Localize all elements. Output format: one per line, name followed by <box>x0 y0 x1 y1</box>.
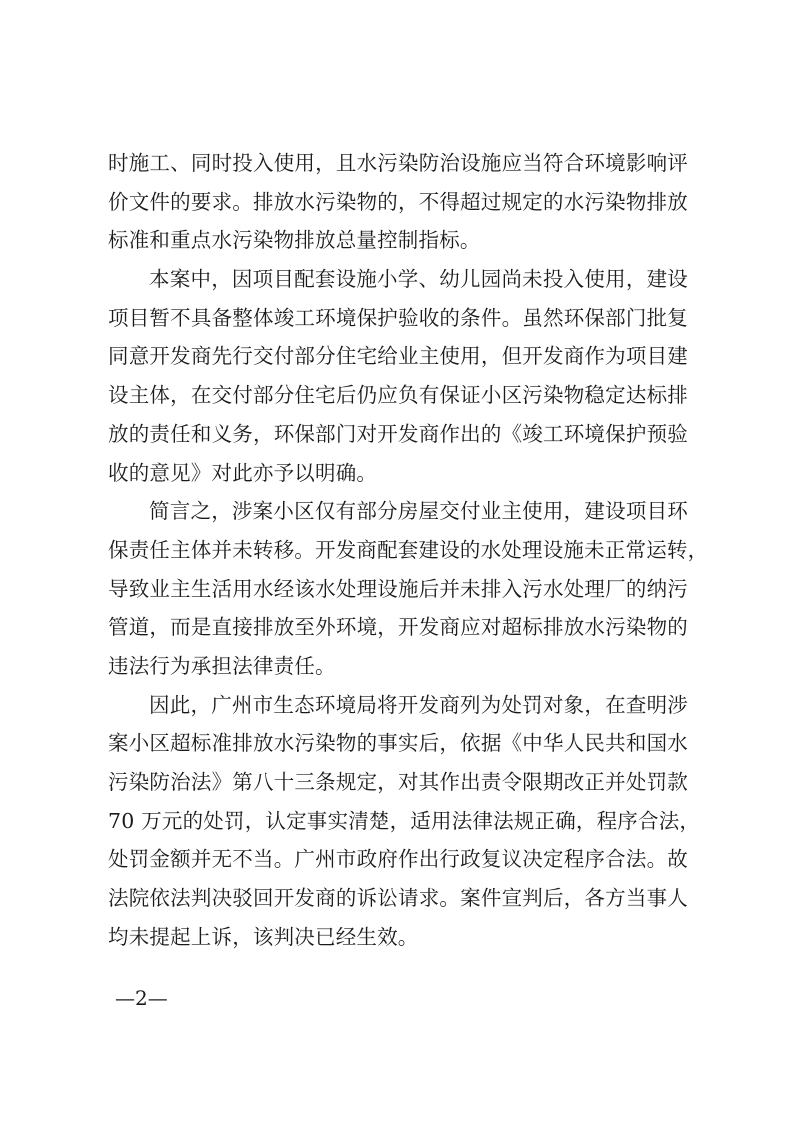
paragraph-line: 本案中，因项目配套设施小学、幼儿园尚未投入使用，建设 <box>149 267 688 292</box>
paragraph-line: 设主体，在交付部分住宅后仍应负有保证小区污染物稳定达标排 <box>108 383 688 408</box>
document-body <box>108 144 709 956</box>
paragraph-line: 项目暂不具备整体竣工环境保护验收的条件。虽然环保部门批复 <box>108 305 688 330</box>
paragraph-line: 标准和重点水污染物排放总量控制指标。 <box>108 228 481 253</box>
page-number: —2— <box>115 986 168 1010</box>
paragraph-line: 违法行为承担法律责任。 <box>108 653 336 678</box>
paragraph-line: 导致业主生活用水经该水处理设施后并未排入污水处理厂的纳污 <box>108 576 688 601</box>
paragraph-line: 污染防治法》第八十三条规定，对其作出责令限期改正并处罚款 <box>108 770 688 794</box>
paragraph-line: 因此，广州市生态环境局将开发商列为处罚对象，在查明涉 <box>149 692 688 717</box>
paragraph-line: 均未提起上诉，该判决已经生效。 <box>108 924 419 949</box>
paragraph-line: 管道，而是直接排放至外环境，开发商应对超标排放水污染物的 <box>108 615 688 640</box>
paragraph-line: 处罚金额并无不当。广州市政府作出行政复议决定程序合法。故 <box>108 847 688 872</box>
paragraph-line: 放的责任和义务，环保部门对开发商作出的《竣工环境保护预验 <box>108 421 688 446</box>
paragraph-line: 70 万元的处罚，认定事实清楚，适用法律法规正确，程序合法， <box>108 808 701 833</box>
paragraph-line: 简言之，涉案小区仅有部分房屋交付业主使用，建设项目环 <box>149 499 688 524</box>
paragraph-line: 同意开发商先行交付部分住宅给业主使用，但开发商作为项目建 <box>108 344 688 369</box>
paragraph-line: 时施工、同时投入使用，且水污染防治设施应当符合环境影响评 <box>108 151 688 175</box>
paragraph-line: 法院依法判决驳回开发商的诉讼请求。案件宣判后，各方当事人 <box>108 886 688 911</box>
paragraph-line: 收的意见》对此亦予以明确。 <box>108 460 378 485</box>
paragraph-line: 案小区超标准排放水污染物的事实后，依据《中华人民共和国水 <box>108 731 688 756</box>
paragraph-line: 保责任主体并未转移。开发商配套建设的水处理设施未正常运转， <box>108 537 709 562</box>
paragraph-line: 价文件的要求。排放水污染物的，不得超过规定的水污染物排放 <box>108 189 688 214</box>
